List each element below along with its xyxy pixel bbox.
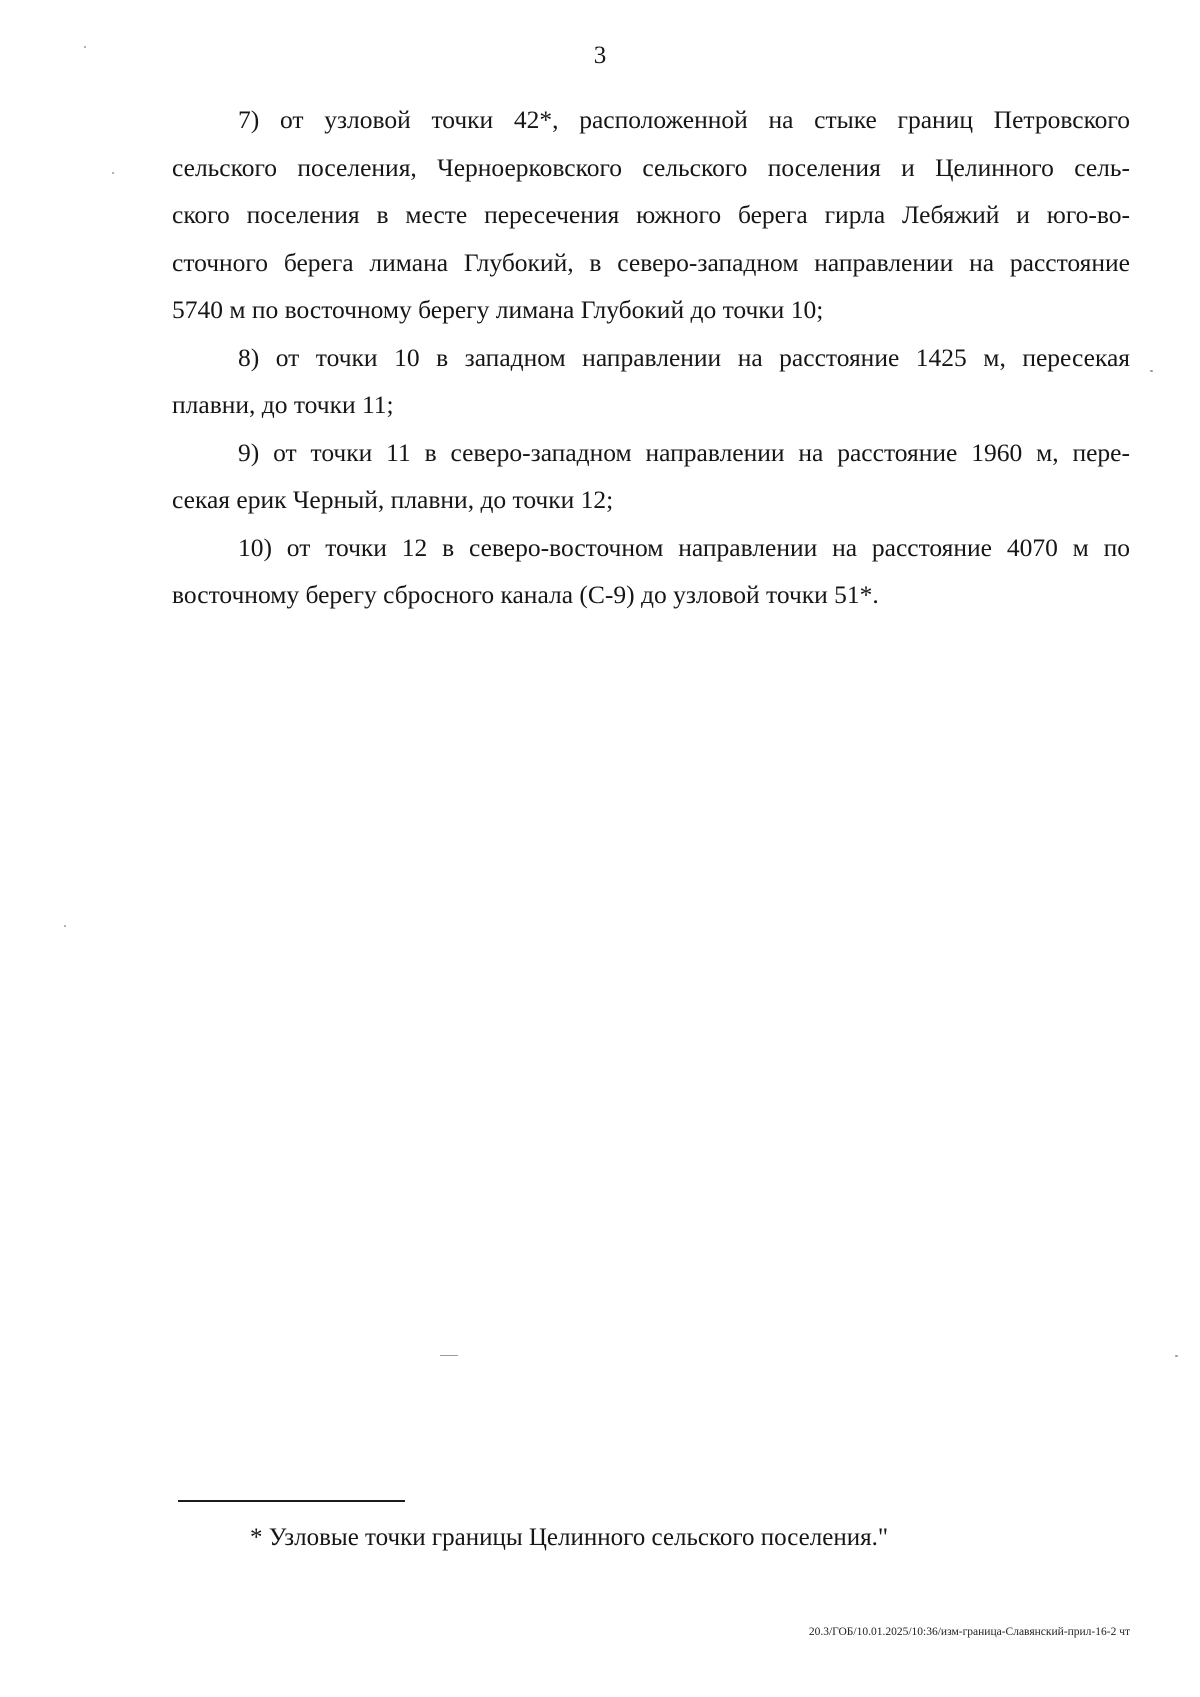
page-number: 3 <box>593 42 607 69</box>
text-line: 9) от точки 11 в северо-западном направлении на расстояние 1960 м, пере- <box>238 437 1130 467</box>
paragraph-7 <box>172 96 1130 334</box>
text-line: 7) от узловой точки 42*, расположенной на стыке границ Петровского <box>238 105 1130 134</box>
text-line: 8) от точки 10 в западном направлении на расстояние 1425 м, пересекая <box>238 342 1130 372</box>
text-line: 10) от точки 12 в северо-восточном направлении на расстояние 4070 м по <box>238 532 1130 562</box>
paragraph-8 <box>172 334 1130 429</box>
text-line: секая ерик Черный, плавни, до точки 12; <box>172 485 614 514</box>
text-line: ского поселения в месте пересечения южного берега гирла Лебяжий и юго-во- <box>172 200 1130 229</box>
text-line: плавни, до точки 11; <box>172 390 394 419</box>
scan-speck <box>440 1355 458 1356</box>
paragraph-9 <box>172 429 1130 524</box>
scan-speck <box>1175 1355 1178 1357</box>
footnote-divider <box>178 1500 405 1502</box>
text-line: сельского поселения, Черноерковского сельского поселения и Целинного сель- <box>172 152 1130 182</box>
text-line: сточного берега лимана Глубокий, в северо-западном направлении на расстояние <box>172 247 1130 277</box>
text-line: восточному берегу сбросного канала (С-9) до узловой точки 51*. <box>172 580 879 609</box>
text-line: 5740 м по восточному берегу лимана Глубокий до точки 10; <box>172 295 824 324</box>
scan-speck <box>64 925 66 927</box>
scan-speck <box>1150 370 1153 372</box>
scan-speck <box>112 172 114 174</box>
document-body <box>172 96 1130 619</box>
document-code: 20.3/ГОБ/10.01.2025/10:36/изм-граница-Славянский-прил-16-2 чт <box>808 1626 1130 1638</box>
footnote: * Узловые точки границы Целинного сельского поселения." <box>250 1524 889 1551</box>
paragraph-10 <box>172 524 1130 619</box>
scan-speck <box>84 46 86 48</box>
